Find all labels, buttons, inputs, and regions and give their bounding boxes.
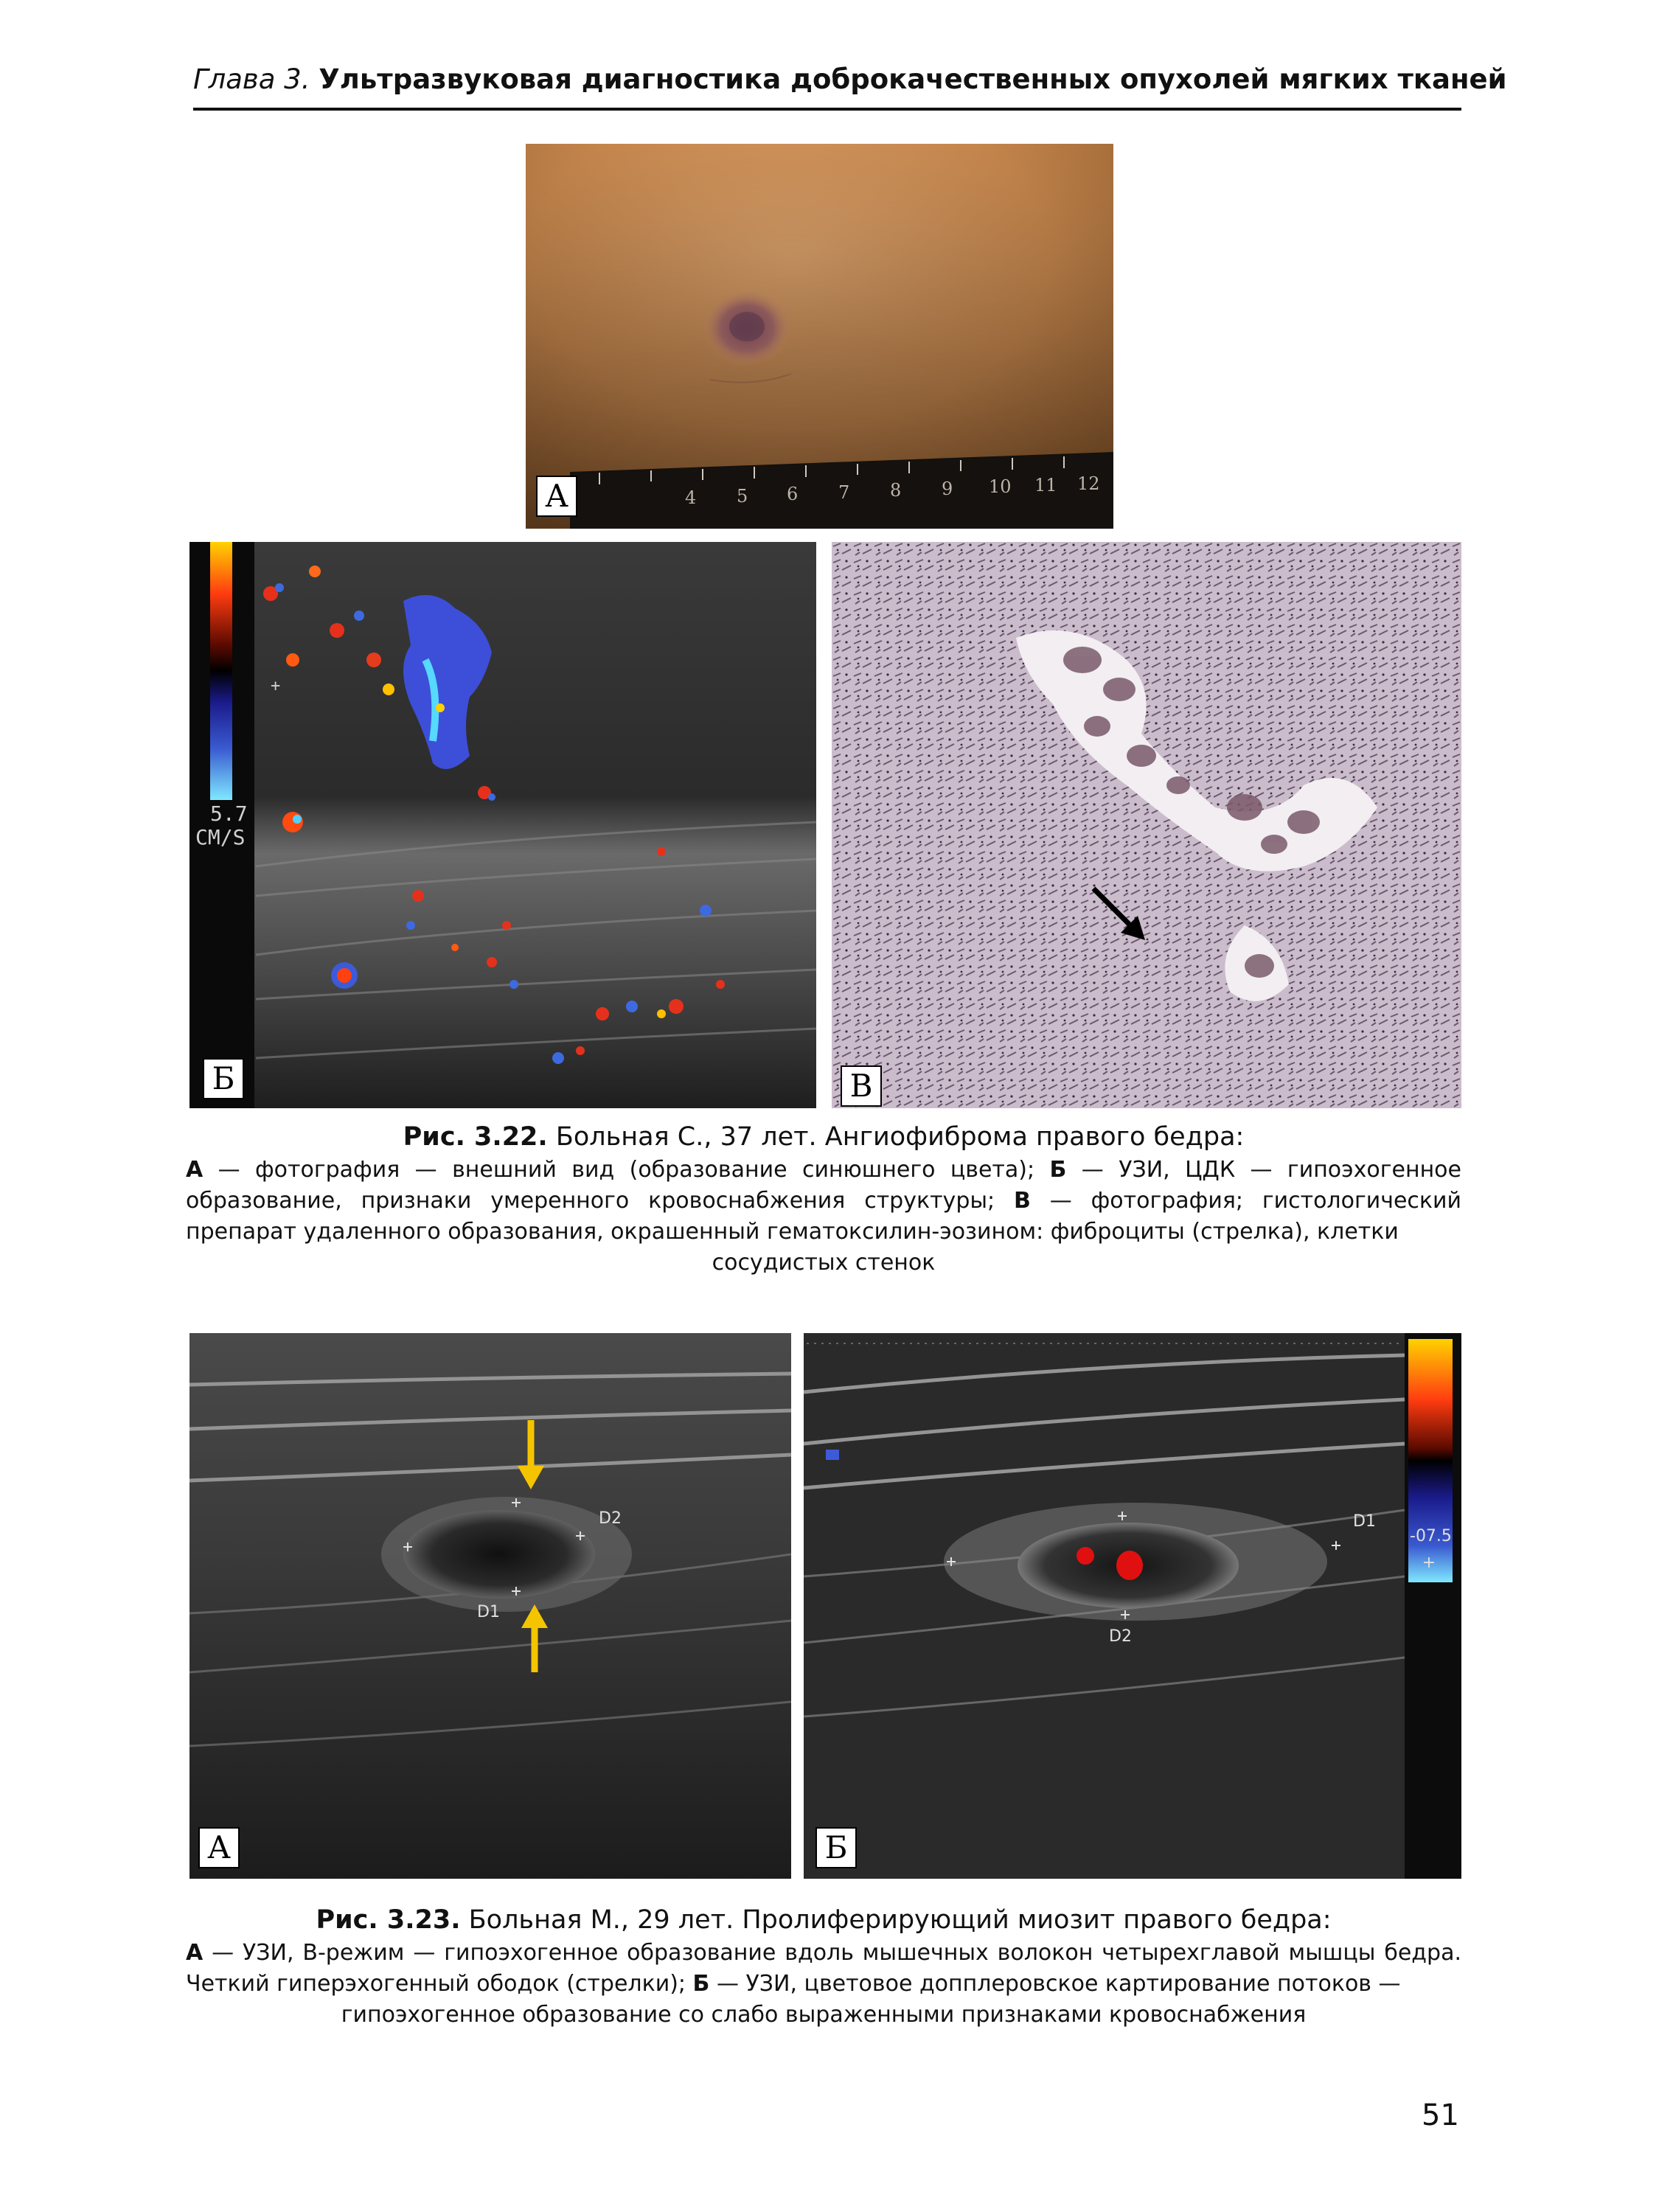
running-header [193, 63, 1507, 108]
fig322-key-b: Б [1049, 1157, 1067, 1183]
panel-label-b: Б [203, 1058, 244, 1099]
fig323-text-a: — УЗИ, B-режим — гипоэхогенное образование вдоль мышечных волокон четырехглавой мышцы бедра. Четкий гиперэхогенный ободок (стрелки); [186, 1940, 1461, 1997]
bmode-ultrasound-image [189, 1333, 791, 1879]
measurement-d1-label: D1 [1353, 1512, 1376, 1531]
fig323-caption [186, 1902, 1461, 2031]
ruler-number: 8 [890, 480, 902, 501]
fig323-ultrasound-a [189, 1333, 791, 1879]
fig322-caption-title [186, 1119, 1461, 1155]
fig322-photo-a [526, 144, 1113, 529]
measurement-d1-label: D1 [477, 1603, 500, 1621]
ruler-number: 12 [1077, 473, 1100, 494]
color-scale-value: -07.5 [1410, 1527, 1452, 1545]
chapter-title: Ультразвуковая диагностика доброкачественных опухолей мягких тканей [319, 63, 1507, 95]
velocity-scale-unit: CM/S [195, 825, 246, 849]
measurement-d2-label: D2 [1109, 1627, 1132, 1646]
fig322-text-v: — фотография; гистологический препарат удаленного образования, окрашенный гематоксилин-эозином: фиброциты (стрелка), клетки [186, 1188, 1462, 1245]
ruler-number: 4 [685, 487, 697, 508]
ruler-number: 11 [1034, 475, 1057, 495]
fig323-key-b: Б [692, 1971, 710, 1997]
fig322-caption-last-line: сосудистых стенок [712, 1250, 936, 1276]
header-rule [193, 108, 1461, 111]
fig322-number: Рис. 3.22. [403, 1122, 548, 1152]
cdk-ultrasound-image [804, 1333, 1461, 1879]
fig322-histology-v [832, 542, 1461, 1108]
doppler-ultrasound-image [189, 542, 816, 1108]
ruler-number: 6 [787, 484, 799, 504]
fig323-caption-last-line: гипоэхогенное образование со слабо выраженными признаками кровоснабжения [341, 2002, 1307, 2028]
skin-photo-image [526, 144, 1113, 529]
ruler-number: 10 [989, 476, 1012, 497]
fig323-ultrasound-b [804, 1333, 1461, 1879]
fig323-number: Рис. 3.23. [316, 1905, 461, 1935]
velocity-scale-value: 5.7 [210, 801, 248, 826]
fig322-caption [186, 1119, 1461, 1279]
ruler-number: 9 [942, 479, 953, 499]
doppler-marker: + [271, 677, 281, 695]
panel-label-b: Б [815, 1827, 857, 1868]
fig323-text-b: — УЗИ, цветовое допплеровское картирование потоков — [709, 1971, 1401, 1997]
chapter-label: Глава 3. [193, 63, 310, 95]
fig322-key-v: В [1014, 1188, 1031, 1214]
ruler-number: 7 [838, 482, 850, 503]
fig322-title-text: Больная С., 37 лет. Ангиофиброма правого бедра: [547, 1122, 1245, 1152]
panel-label-a: А [536, 476, 577, 517]
fig322-ultrasound-b [189, 542, 816, 1108]
ruler-number: 5 [737, 486, 748, 507]
histology-image [832, 542, 1461, 1108]
fig322-key-a: А [186, 1157, 204, 1183]
page-number: 51 [1422, 2098, 1459, 2132]
fig323-title-text: Больная М., 29 лет. Пролиферирующий миозит правого бедра: [460, 1905, 1332, 1935]
measurement-d2-label: D2 [599, 1509, 622, 1528]
panel-label-a: А [198, 1827, 240, 1868]
fig322-text-a: — фотография — внешний вид (образование синюшнего цвета); [203, 1157, 1050, 1183]
color-scale-marker: + [1422, 1554, 1436, 1572]
fig322-text-b: — УЗИ, ЦДК — гипоэхогенное образование, признаки умеренного кровоснабжения структуры; [186, 1157, 1461, 1214]
fig323-caption-title [186, 1902, 1461, 1938]
panel-label-v: В [841, 1065, 882, 1107]
fig323-key-a: А [186, 1940, 204, 1966]
